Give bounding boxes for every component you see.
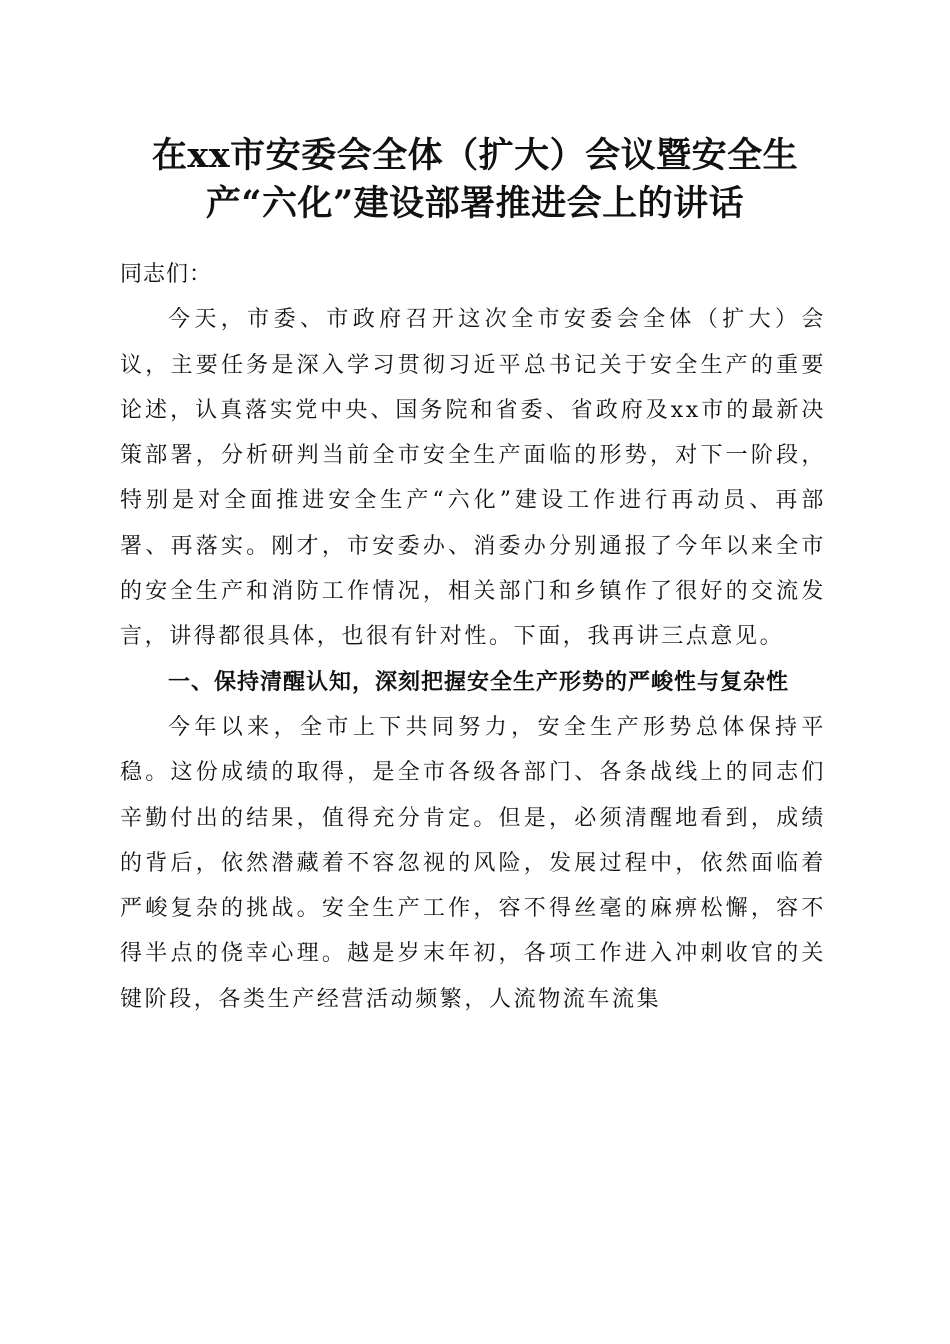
salutation: 同志们： <box>120 262 213 287</box>
title-line-1: 在xx市安委会全体（扩大）会议暨安全生 <box>151 135 799 176</box>
title-line-2: 产“六化”建设部署推进会上的讲话 <box>205 183 745 224</box>
document-title <box>100 132 850 228</box>
paragraph-opening: 今天，市委、市政府召开这次全市安委会全体（扩大）会议，主要任务是深入学习贯彻习近平总书记关于安全生产的重要论述，认真落实党中央、国务院和省委、省政府及xx市的最新决策部署，分析研判当前全市安全生产面临的形势，对下一阶段，特别是对全面推进安全生产“六化”建设工作进行再动员、再部署、再落实。刚才，市安委办、消委办分别通报了今年以来全市的安全生产和消防工作情况，相关部门和乡镇作了很好的交流发言，讲得都很具体，也很有针对性。下面，我再讲三点意见。 <box>120 307 826 650</box>
paragraph-section-1: 今年以来，全市上下共同努力，安全生产形势总体保持平稳。这份成绩的取得，是全市各级各部门、各条战线上的同志们辛勤付出的结果，值得充分肯定。但是，必须清醒地看到，成绩的背后，依然潜藏着不容忽视的风险，发展过程中，依然面临着严峻复杂的挑战。安全生产工作，容不得丝毫的麻痹松懈，容不得半点的侥幸心理。越是岁末年初，各项工作进入冲刺收官的关键阶段，各类生产经营活动频繁，人流物流车流集 <box>120 714 826 1012</box>
document-body <box>120 252 826 1022</box>
section-heading-1: 一、保持清醒认知，深刻把握安全生产形势的严峻性与复杂性 <box>168 669 790 695</box>
